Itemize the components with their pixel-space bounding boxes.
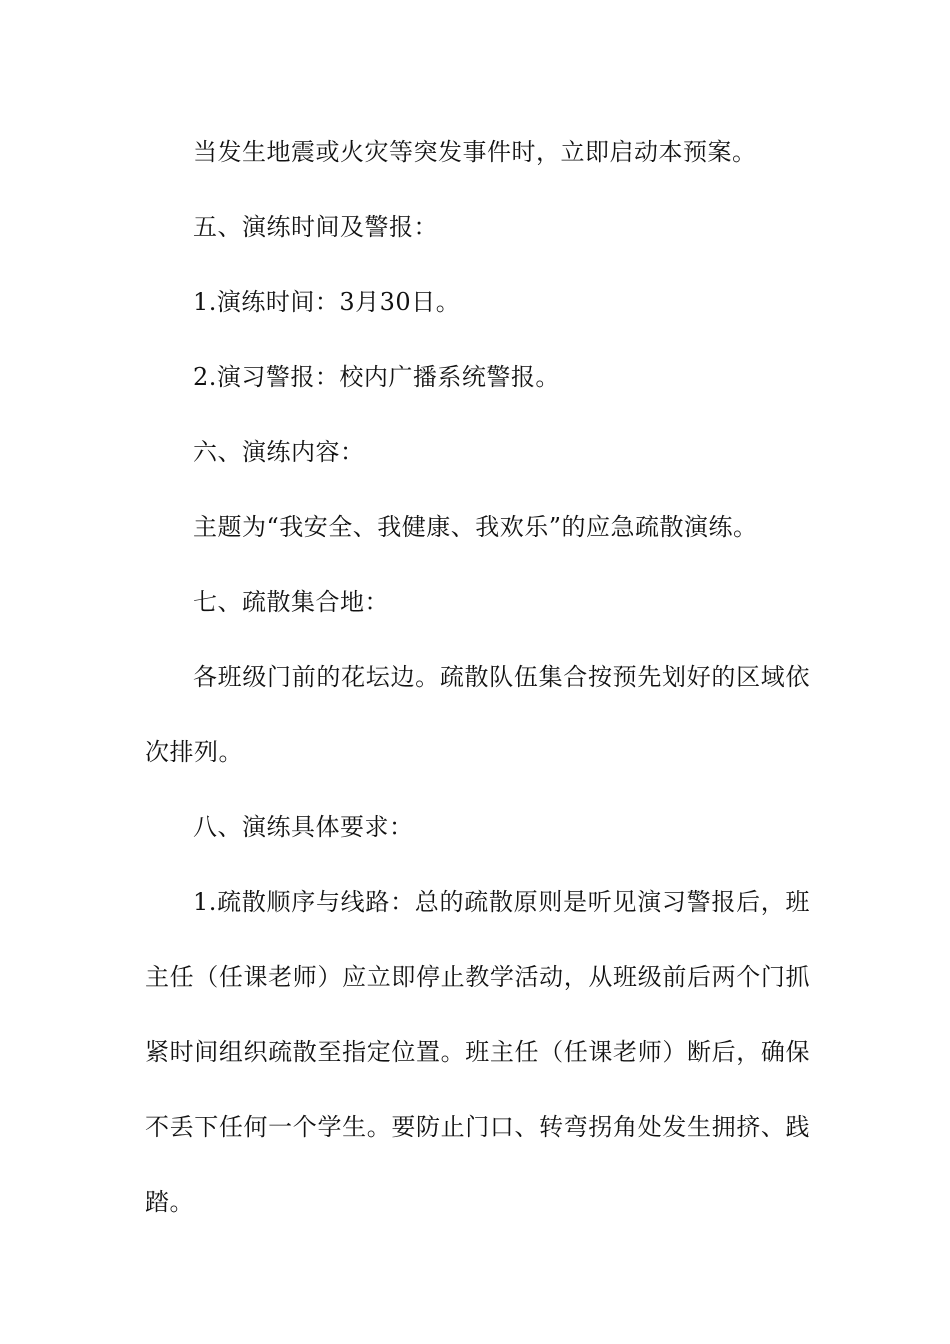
text-line: 2.演习警报：校内广播系统警报。	[193, 363, 560, 391]
section-heading: 五、演练时间及警报：	[193, 213, 438, 241]
text-line: 踏。	[145, 1188, 194, 1216]
text-line: 主题为“我安全、我健康、我欢乐”的应急疏散演练。	[193, 513, 758, 541]
text-line: 不丢下任何一个学生。要防止门口、转弯拐角处发生拥挤、践	[145, 1113, 810, 1141]
text-line: 主任（任课老师）应立即停止教学活动，从班级前后两个门抓	[145, 963, 810, 991]
text-line: 各班级门前的花坛边。疏散队伍集合按预先划好的区域依	[193, 663, 810, 691]
section-heading: 七、疏散集合地：	[193, 588, 389, 616]
text-line: 当发生地震或火灾等突发事件时，立即启动本预案。	[193, 138, 757, 166]
text-line: 1.演练时间：3月30日。	[193, 288, 461, 316]
text-line: 紧时间组织疏散至指定位置。班主任（任课老师）断后，确保	[145, 1038, 810, 1066]
section-heading: 八、演练具体要求：	[193, 813, 414, 841]
text-line: 1.疏散顺序与线路：总的疏散原则是听见演习警报后，班	[193, 888, 810, 916]
text-line: 次排列。	[145, 738, 243, 766]
section-heading: 六、演练内容：	[193, 438, 365, 466]
